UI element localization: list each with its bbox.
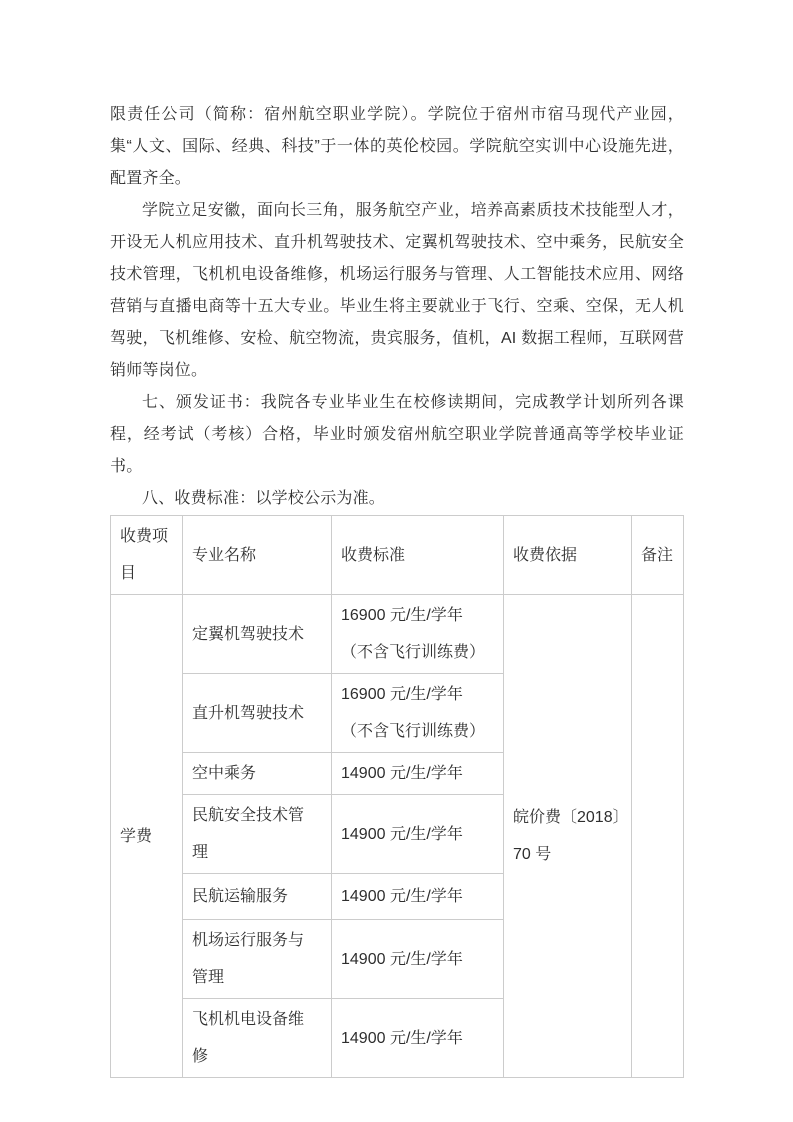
paragraph-fee-standard-heading: 八、收费标准：以学校公示为准。 [142, 490, 386, 507]
fee-item-cell: 学费 [111, 595, 183, 1078]
paragraph-certificate: 七、颁发证书：我院各专业毕业生在校修读期间，完成教学计划所列各课程，经考试（考核）合格，毕业时颁发宿州航空职业学院普通高等学校毕业证书。 [110, 394, 684, 475]
fee-cell [332, 595, 504, 674]
fee-cell [332, 795, 504, 874]
fee-cell [332, 999, 504, 1078]
major-cell: 民航运输服务 [183, 874, 332, 920]
fee-cell [332, 753, 504, 795]
header-fee-standard: 收费标准 [332, 516, 504, 595]
fee-basis-cell: 皖价费〔2018〕70 号 [504, 595, 632, 1078]
fee-value: 14900 元/生/学年 [341, 825, 463, 843]
fee-value: 16900 元/生/学年 [341, 686, 463, 703]
fee-note: （不含飞行训练费） [341, 723, 486, 740]
paragraph-intro-continuation: 限责任公司（简称：宿州航空职业学院）。学院位于宿州市宿马现代产业园，集“人文、国际、经典、科技”于一体的英伦校园。学院航空实训中心设施先进，配置齐全。 [110, 106, 684, 187]
document-content [110, 99, 684, 1078]
major-cell: 机场运行服务与管理 [183, 920, 332, 999]
major-cell: 直升机驾驶技术 [183, 674, 332, 753]
fee-value: 14900 元/生/学年 [341, 950, 463, 968]
remark-cell [632, 595, 684, 1078]
fee-value: 14900 元/生/学年 [341, 1029, 463, 1047]
fee-value: 16900 元/生/学年 [341, 607, 463, 624]
major-cell: 空中乘务 [183, 753, 332, 795]
header-major: 专业名称 [183, 516, 332, 595]
major-cell: 飞机机电设备维修 [183, 999, 332, 1078]
header-fee-item: 收费项目 [111, 516, 183, 595]
fee-cell [332, 674, 504, 753]
paragraph-college-overview: 学院立足安徽，面向长三角，服务航空产业，培养高素质技术技能型人才，开设无人机应用技术、直升机驾驶技术、定翼机驾驶技术、空中乘务，民航安全技术管理，飞机机电设备维修，机场运行服务与管理、人工智能技术应用、网络营销与直播电商等十五大专业。毕业生将主要就业于飞行、空乘、空保，无人机驾驶，飞机维修、安检、航空物流，贵宾服务，值机，AI 数据工程师，互联网营销师等岗位。 [110, 202, 684, 379]
fee-note: （不含飞行训练费） [341, 644, 486, 661]
table-row [111, 595, 684, 674]
major-cell: 民航安全技术管理 [183, 795, 332, 874]
major-cell: 定翼机驾驶技术 [183, 595, 332, 674]
fee-value: 14900 元/生/学年 [341, 888, 463, 905]
fee-table-header-row [111, 516, 684, 595]
fee-cell [332, 920, 504, 999]
fee-table [110, 515, 684, 1078]
header-fee-basis: 收费依据 [504, 516, 632, 595]
header-remark: 备注 [632, 516, 684, 595]
fee-value: 14900 元/生/学年 [341, 765, 463, 782]
fee-cell [332, 874, 504, 920]
